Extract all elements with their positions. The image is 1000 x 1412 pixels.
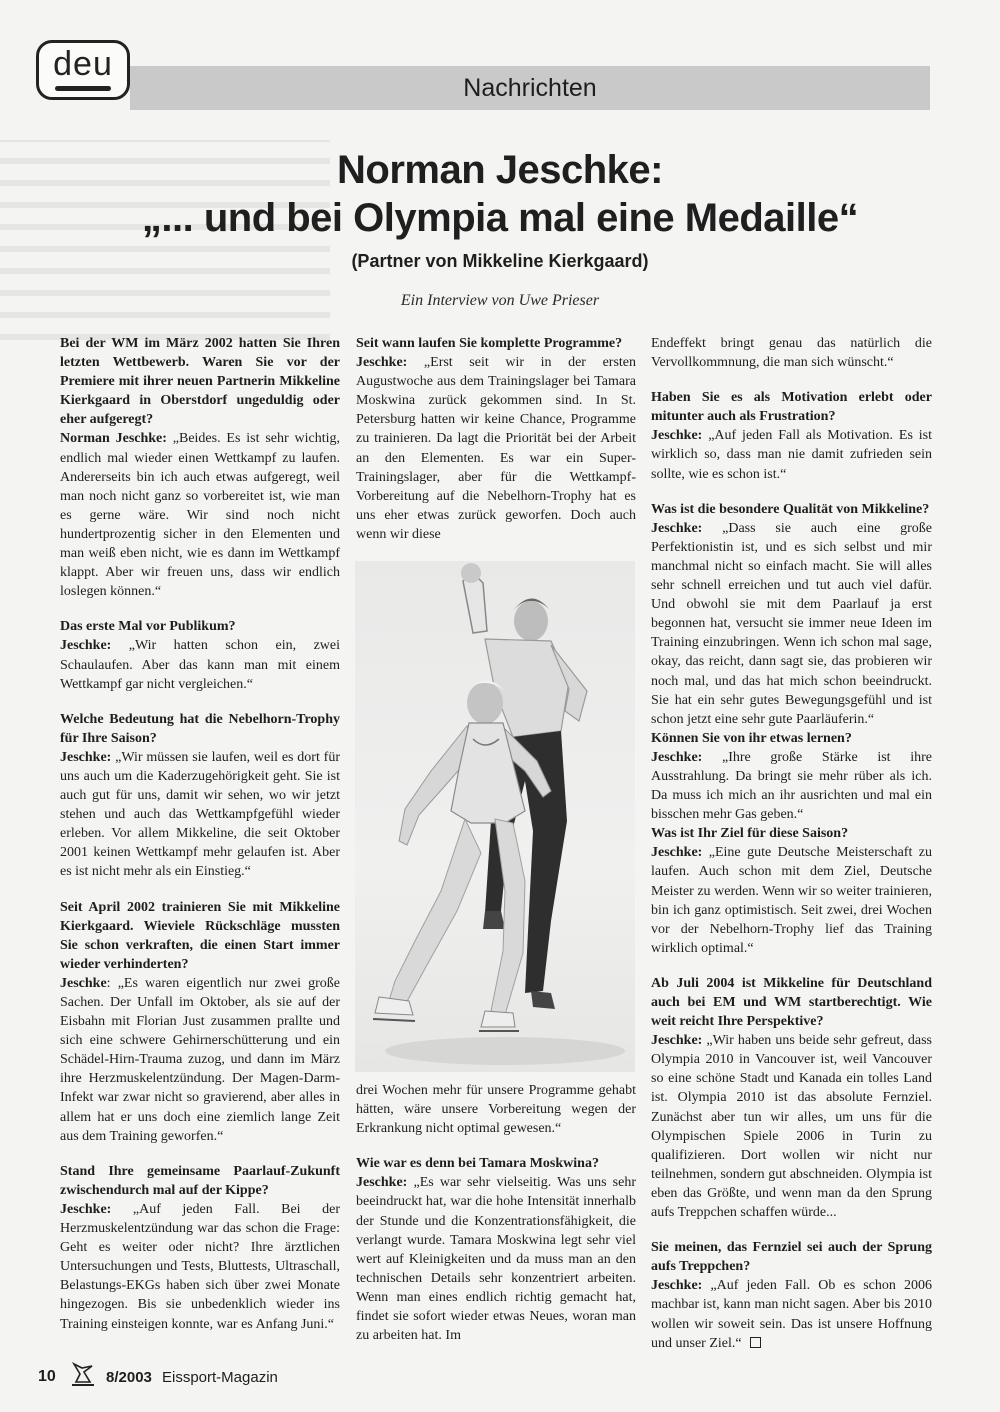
answer: „Auf jeden Fall. Bei der Herzmuskelentzündung war das schon die Frage: Geht es weiter oder nicht? Ihre ärztlichen Untersuchungen und Tests, Bluttests, Ultraschall, Belastungs-EKGs haben sich über zwei Monate hingezogen. Bis sie unbedenklich wieder ins Training einsteigen konnte, war es Anfang Juni.“ [60,1201,340,1332]
qa-block [60,1162,340,1334]
qa-block [651,1238,932,1353]
speaker: Jeschke: [60,638,112,654]
answer: „Erst seit wir in der ersten Augustwoche aus dem Trainingslager bei Tamara Moskwina zurück gekommen sind. In St. Petersburg hatten wir keine Chance, Programme zu trainieren. Da lagt die Priorität bei der Arbeit an den Elementen. Es war ein Super-Trainingslager, aber für die Wettkampf-Vorbereitung auf die Nebelhorn-Trophy hat es uns eher etwas zurück geworfen. Doch auch wenn wir diese [356,355,636,542]
question: Das erste Mal vor Publikum? [60,619,236,635]
qa-block [651,388,932,483]
answer: „Wir haben uns beide sehr gefreut, dass Olympia 2010 in Vancouver ist, weil Vancouver so eine schöne Stadt und Kanada ein tolles Land ist. Olympia 2010 ist das absolute Fernziel. Zunächst aber tun wir alles, um uns für die Olympischen Spiele 2006 in Turin zu qualifizieren. Dort wollen wir nicht nur teilnehmen, sondern gut abschneiden. Olympia ist eben das Größte, und wenn man da den Sprung aufs Treppchen schaffen würde... [651,1033,932,1221]
qa-block [651,500,932,729]
question: Können Sie von ihr etwas lernen? [651,730,852,746]
qa-block [651,974,932,1222]
question: Wie war es denn bei Tamara Moskwina? [356,1156,599,1172]
magazine-name: Eissport-Magazin [162,1369,278,1386]
byline: Ein Interview von Uwe Prieser [400,292,600,309]
qa-block [60,617,340,693]
question: Welche Bedeutung hat die Nebelhorn-Trophy für Ihre Saison? [60,711,340,746]
qa-block [60,898,340,1146]
answer: „Eine gute Deutsche Meisterschaft zu laufen. Auch schon mit dem Ziel, Deutsche Meister zu werden. Wenn wir so weiter trainieren, bin ich ganz optimistisch. Seit zwei, drei Wochen vor der Nebelhorn-Trophy lief das Training wirklich optimal.“ [651,845,932,956]
skate-blade-icon [55,86,111,91]
speaker: Jeschke: [651,749,703,765]
question: Seit wann laufen Sie komplette Programme? [356,336,623,351]
headline-line-2: „... und bei Olympia mal eine Medaille“ [141,196,859,240]
column-2-bottom [356,1081,636,1361]
speaker: Jeschke: [651,1033,703,1049]
end-of-article-box-icon [750,1337,761,1348]
qa-block [356,334,636,544]
speaker: Jeschke [60,975,107,991]
qa-block [356,1154,636,1345]
continuation-text: Endeffekt bringt genau das natürlich die Vervollkommnung, die man sich wünscht.“ [651,336,932,371]
section-title: Nachrichten [463,74,597,102]
page-number: 10 [38,1368,56,1385]
answer: „Ihre große Stärke ist ihre Ausstrahlung. Da bringt sie mehr rüber als ich. Da muss ich mich an ihr ausrichten und mal ein bisschen mehr Gas geben.“ [651,749,932,823]
qa-block [60,334,340,601]
speaker: Norman Jeschke: [60,431,167,447]
section-header-bar [130,66,930,110]
column-1 [60,334,340,1350]
qa-block [651,729,932,824]
skaters-illustration [355,561,635,1072]
answer: „Wir müssen sie laufen, weil es dort für uns auch um die Kaderzugehörigkeit geht. Sie ist auch gut für uns, damit wir sehen, wo wir jetzt stehen und auch das Wettkampfgefühl wieder erleben. Vor allem Mikkeline, die seit Oktober 2001 keinen Wettkampf mehr gelaufen ist. Aber es ist nicht mehr als ein Einstieg.“ [60,749,340,880]
issue-number: 8/2003 [106,1369,152,1386]
magazine-logo [36,40,130,100]
logo-text: deu [53,45,113,83]
headline-line-1: Norman Jeschke: [337,148,663,192]
answer: : „Es waren eigentlich nur zwei große Sachen. Der Unfall im Oktober, als sie auf der Eisbahn mit Florian Just zusammen prallte und sich eine schwere Gehirnerschütterung und ein Schädel-Hirn-Trauma zuzog, und dann im März ihre Herzmuskelentzündung. Der Magen-Darm-Infekt war zwar nicht so gravierend, aber alles in allem hat er uns doch eine ziemlich lange Zeit aus dem Training geworfen.“ [60,975,340,1144]
speaker: Jeschke: [60,1201,112,1217]
answer: „Dass sie auch eine große Perfektionistin ist, und es sich selbst und mir manchmal nicht so einfach macht. Sie will alles sehr schnell erreichen und tut auch viel dafür. Und obwohl sie mit dem Paarlauf ja erst begonnen hat, versucht sie immer neue Ideen im Training einzubringen. Wenn ich schon mal sage, okay, das reicht, dann sagt sie, das probieren wir noch mal, und das hat mich schon beeindruckt. Sie hat ein sehr gutes Bewegungsgefühl und ist schon jetzt eine sehr gute Paarläuferin.“ [651,520,932,727]
speaker: Jeschke: [60,749,112,765]
qa-block [651,824,932,958]
question: Was ist die besondere Qualität von Mikkeline? [651,501,930,517]
question: Bei der WM im März 2002 hatten Sie Ihren letzten Wettbewerb. Waren Sie vor der Premiere mit ihrer neuen Partnerin Mikkeline Kierkgaard in Oberstdorf ungeduldig oder eher aufgeregt? [60,336,340,428]
answer: „Auf jeden Fall als Motivation. Es ist wirklich so, dass man nie damit zufrieden sein sollte, wie es schon ist.“ [651,428,932,482]
speaker: Jeschke: [356,1175,408,1191]
answer: „Auf jeden Fall. Ob es schon 2006 machbar ist, kann man nicht sagen. Aber bis 2010 wollen wir soweit sein. Das ist unsere Hoffnung und unser Ziel.“ [651,1278,932,1351]
column-2-top [356,334,636,560]
speaker: Jeschke: [356,355,408,371]
speaker: Jeschke: [651,520,703,536]
question: Stand Ihre gemeinsame Paarlauf-Zukunft zwischendurch mal auf der Kippe? [60,1163,340,1198]
answer: „Es war sehr vielseitig. Was uns sehr beeindruckt hat, war die hohe Intensität innerhalb der Stunde und die Konzentrationsfähigkeit, die verlangt wurde. Tamara Moskwina legt sehr viel wert auf Kleinigkeiten und da muss man an den technischen Details sehr konzentriert arbeiten. Wenn man eines endlich richtig gemacht hat, findet sie sofort wieder etwas Neues, woran man zu arbeiten hat. Im [356,1175,636,1344]
answer: „Wir hatten schon ein, zwei Schaulaufen. Aber das kann man mit einem Wettkampf gar nicht vergleichen.“ [60,638,340,692]
question: Haben Sie es als Motivation erlebt oder mitunter auch als Frustration? [651,390,932,425]
qa-block [60,710,340,882]
question: Sie meinen, das Fernziel sei auch der Sprung aufs Treppchen? [651,1240,932,1275]
column-3 [651,334,932,1369]
continuation-text: drei Wochen mehr für unsere Programme gehabt hätten, wäre unsere Vorbereitung wegen der Erkrankung nicht optimal gewesen.“ [356,1083,636,1137]
answer: „Beides. Es ist sehr wichtig, endlich mal wieder einen Wettkampf zu laufen. Andererseits bin ich auch etwas aufgeregt, weil man noch nicht ganz so vorbereitet ist, wie man es gerne wäre. Wir sind noch nicht hundertprozentig sicher in den Elementen und man weiß eben nicht, wie es dann im Wettkampf klappt. Aber wir freuen uns, dass wir endlich loslegen können.“ [60,431,340,600]
subtitle: (Partner von Mikkeline Kierkgaard) [351,251,649,271]
question: Was ist Ihr Ziel für diese Saison? [651,826,849,842]
skater-logo-icon [68,1360,98,1388]
speaker: Jeschke: [651,1278,703,1294]
question: Ab Juli 2004 ist Mikkeline für Deutschland auch bei EM und WM startberechtigt. Wie weit reicht Ihre Perspektive? [651,975,932,1030]
speaker: Jeschke: [651,845,703,861]
figure-skating-pair-photo [355,561,635,1072]
speaker: Jeschke: [651,428,703,444]
question: Seit April 2002 trainieren Sie mit Mikkeline Kierkgaard. Wieviele Rückschläge mussten Sie schon verkraften, die einen Start immer wieder verhinderten? [60,899,340,972]
